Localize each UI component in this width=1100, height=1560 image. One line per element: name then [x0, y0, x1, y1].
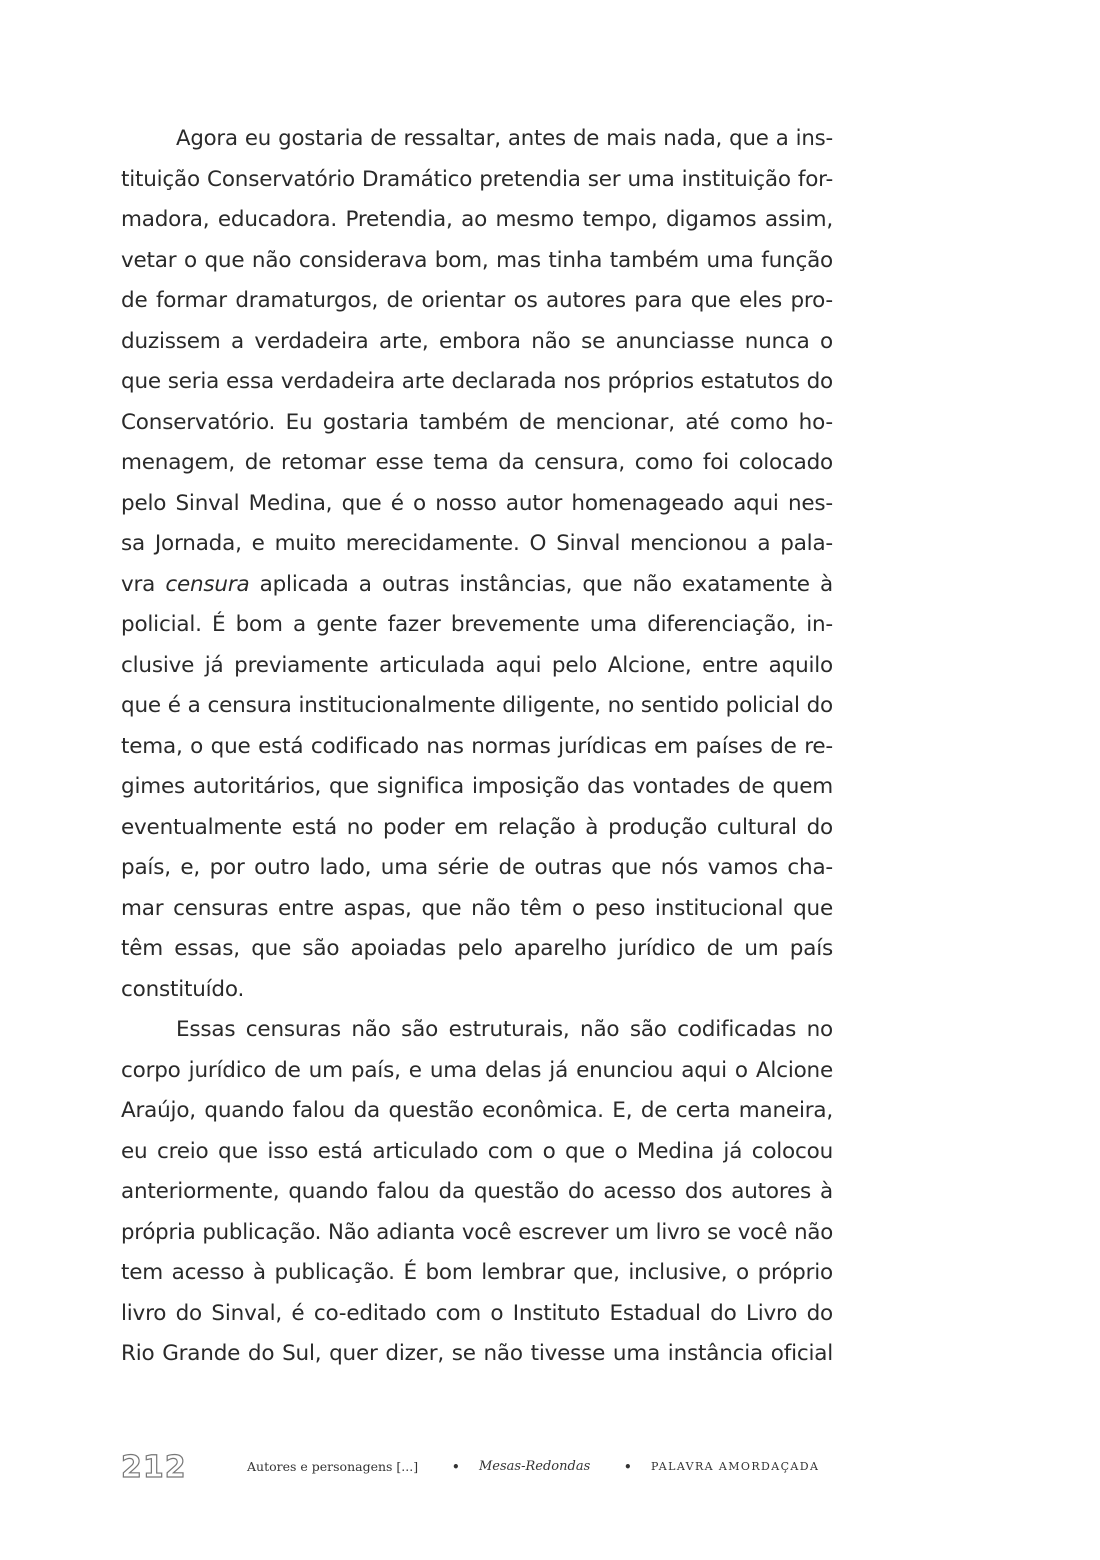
text-line: têm essas, que são apoiadas pelo aparelho jurídico de um país — [121, 936, 833, 961]
text-line: Conservatório. Eu gostaria também de mencionar, até como ho- — [121, 409, 833, 435]
text-line — [121, 565, 833, 606]
text-line: menagem, de retomar esse tema da censura, como foi colocado — [121, 450, 833, 475]
text-line: madora, educadora. Pretendia, ao mesmo tempo, digamos assim, — [121, 207, 833, 232]
text-line: mar censuras entre aspas, que não têm o peso institucional que — [121, 895, 833, 921]
text-line: vetar o que não considerava bom, mas tinha também uma função — [121, 247, 833, 273]
text-line: gimes autoritários, que significa imposição das vontades de quem — [121, 774, 833, 799]
text-line: tituição Conservatório Dramático pretendia ser uma instituição for- — [121, 166, 833, 192]
footer-book-part: Autores e personagens [...] — [247, 1459, 419, 1474]
italic-term: censura — [165, 571, 250, 597]
text-line: clusive já previamente articulada aqui pelo Alcione, entre aquilo — [121, 652, 833, 678]
text-line: tem acesso à publicação. É bom lembrar que, inclusive, o próprio — [121, 1260, 833, 1285]
text-line: sa Jornada, e muito merecidamente. O Sinval mencionou a pala- — [121, 531, 833, 556]
text-line: constituído. — [121, 976, 245, 1002]
page-number: 212 — [121, 1450, 187, 1485]
text-line: Araújo, quando falou da questão econômica. E, de certa maneira, — [121, 1098, 833, 1123]
text-line: própria publicação. Não adianta você escrever um livro se você não — [121, 1219, 833, 1245]
text-line: Rio Grande do Sul, quer dizer, se não tivesse uma instância oficial — [121, 1341, 833, 1366]
page-footer — [121, 1452, 833, 1484]
text-line: livro do Sinval, é co-editado com o Instituto Estadual do Livro do — [121, 1300, 833, 1326]
text-line: pelo Sinval Medina, que é o nosso autor homenageado aqui nes- — [121, 490, 833, 516]
text-line: corpo jurídico de um país, e uma delas já enunciou aqui o Alcione — [121, 1057, 833, 1083]
footer-separator: • — [624, 1460, 632, 1474]
text-segment: aplicada a outras instâncias, que não exatamente à — [249, 571, 833, 597]
text-line: anteriormente, quando falou da questão do acesso dos autores à — [121, 1179, 833, 1204]
text-line: que seria essa verdadeira arte declarada nos próprios estatutos do — [121, 369, 833, 394]
footer-section: Mesas-Redondas — [479, 1459, 591, 1474]
text-line: que é a censura institucionalmente diligente, no sentido policial do — [121, 693, 833, 718]
text-line: Agora eu gostaria de ressaltar, antes de mais nada, que a ins- — [176, 126, 833, 151]
text-line: de formar dramaturgos, de orientar os autores para que eles pro- — [121, 288, 833, 313]
text-line: eventualmente está no poder em relação à produção cultural do — [121, 814, 833, 840]
text-line: Essas censuras não são estruturais, não são codificadas no — [176, 1017, 833, 1042]
footer-series: PALAVRA AMORDAÇADA — [651, 1460, 820, 1473]
footer-separator: • — [452, 1460, 460, 1474]
text-line: país, e, por outro lado, uma série de outras que nós vamos cha- — [121, 855, 833, 880]
body-text — [121, 119, 833, 1375]
text-line: duzissem a verdadeira arte, embora não se anunciasse nunca o — [121, 328, 833, 354]
text-line: policial. É bom a gente fazer brevemente uma diferenciação, in- — [121, 612, 833, 637]
text-line: tema, o que está codificado nas normas jurídicas em países de re- — [121, 733, 833, 759]
text-segment: vra — [121, 571, 166, 597]
text-line: eu creio que isso está articulado com o que o Medina já colocou — [121, 1138, 833, 1164]
